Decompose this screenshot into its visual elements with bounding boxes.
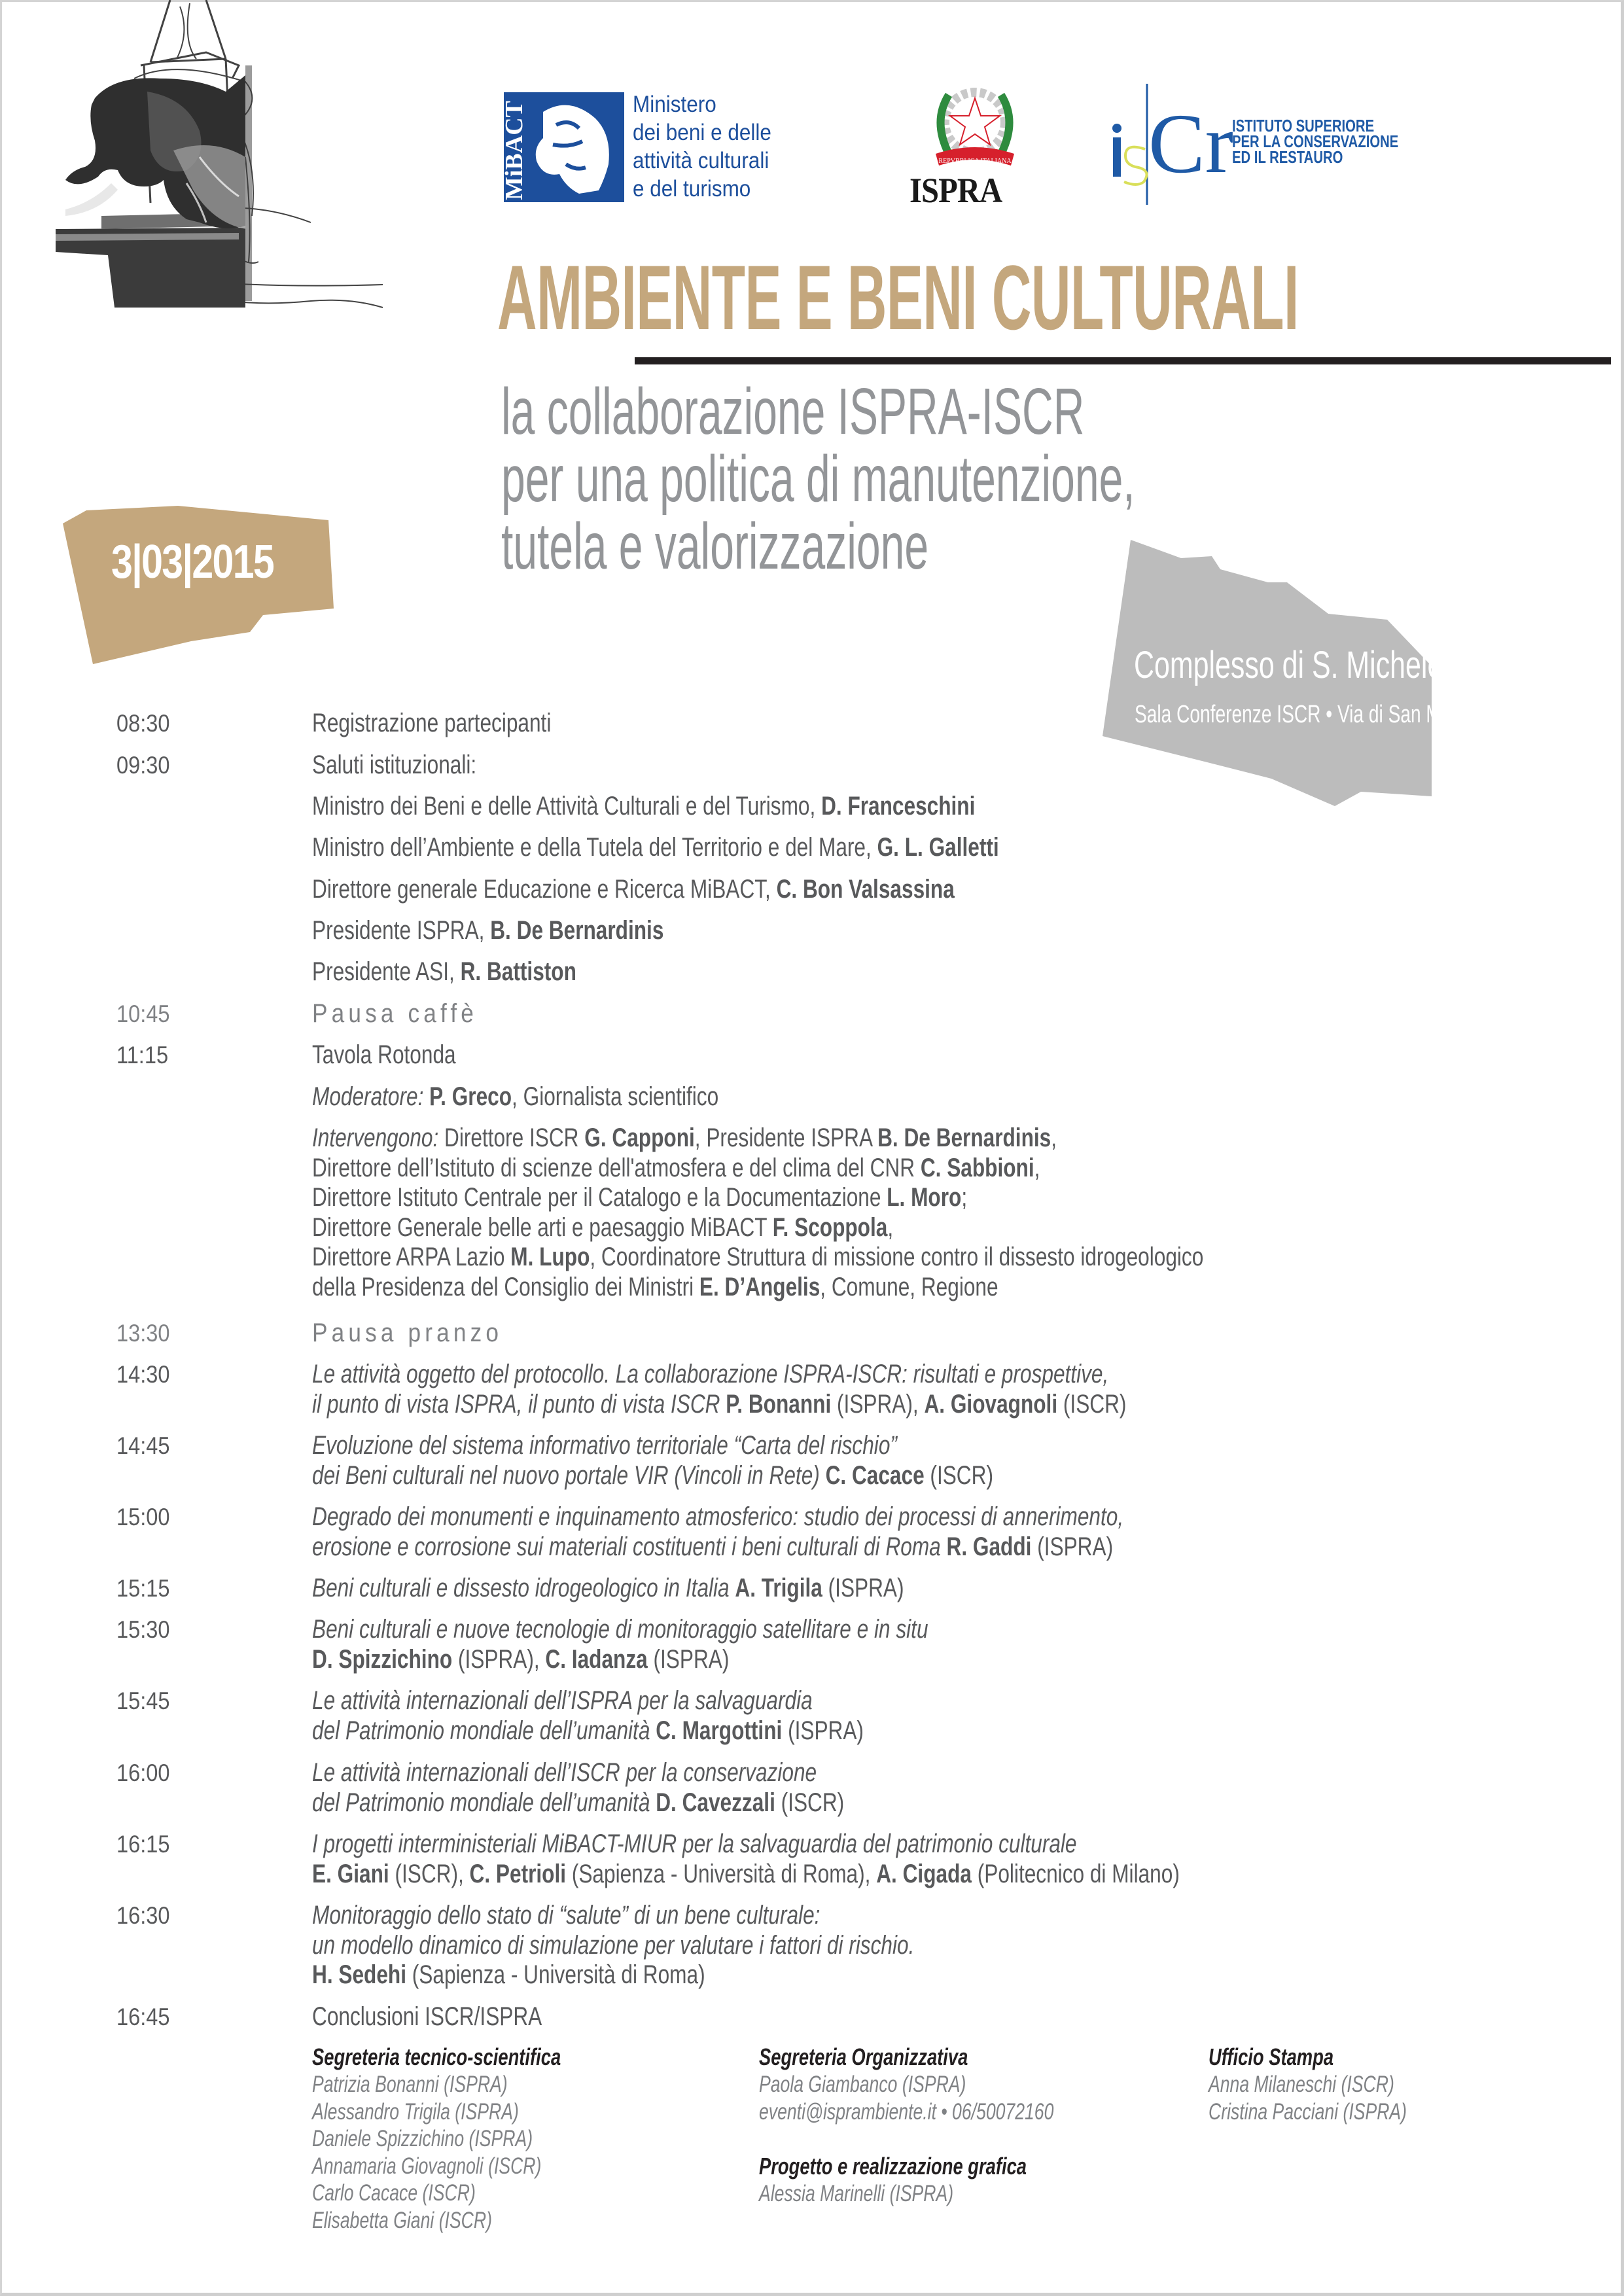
schedule-item (312, 1431, 897, 1460)
speaker-name: A. Giovagnoli (924, 1389, 1058, 1419)
speaker-name: D. Franceschini (821, 792, 976, 821)
schedule-item (312, 1716, 864, 1746)
mibact-mark: MiBACT (501, 101, 528, 200)
mibact-line: dei beni e delle (633, 120, 771, 145)
iscr-line: ED IL RESTAURO (1232, 147, 1343, 167)
schedule-break (312, 999, 478, 1029)
schedule-text: I progetti interministeriali MiBACT-MIUR per la salvaguardia del patrimonio culturale (312, 1829, 1077, 1858)
ispra-logo-text: ISPRA (909, 171, 1002, 210)
schedule-time: 16:45 (116, 2004, 170, 2030)
schedule-item (312, 1686, 813, 1716)
mibact-logo-icon (501, 92, 624, 202)
speaker-name: L. Moro (887, 1183, 962, 1212)
schedule-text: Le attività oggetto del protocollo. La collaborazione ISPRA-ISCR: risultati e prospettive, (312, 1360, 1109, 1388)
schedule-text: (ISCR) (924, 1460, 993, 1490)
credit-heading: Segreteria Organizzativa (759, 2043, 968, 2070)
schedule-text: Presidente ISPRA, (312, 916, 491, 945)
schedule-item (312, 2002, 542, 2032)
schedule-text: Beni culturali e nuove tecnologie di monitoraggio satellitare e in situ (312, 1615, 928, 1644)
schedule-item (312, 1390, 1126, 1419)
speaker-name: C. Iadanza (545, 1644, 648, 1674)
schedule-text: del Patrimonio mondiale dell’umanità (312, 1716, 656, 1745)
schedule-item (312, 1243, 1203, 1272)
schedule-text: Monitoraggio dello stato di “salute” di un bene culturale: (312, 1901, 821, 1930)
schedule-text: (ISPRA) (647, 1644, 730, 1674)
speaker-name: D. Spizzichino (312, 1644, 453, 1674)
schedule-text: Direttore Istituto Centrale per il Catalogo e la Documentazione (312, 1183, 887, 1212)
schedule-item (312, 1213, 893, 1243)
schedule-item (312, 1040, 456, 1070)
speaker-name: G. L. Galletti (877, 833, 999, 862)
contact-info[interactable]: eventi@isprambiente.it • 06/50072160 (759, 2098, 1054, 2125)
mibact-line: Ministero (633, 92, 716, 117)
schedule-time: 16:00 (116, 1759, 170, 1786)
schedule-text: Conclusioni ISCR/ISPRA (312, 2002, 542, 2031)
schedule-time: 15:30 (116, 1616, 170, 1643)
schedule-text: Saluti istituzionali: (312, 751, 477, 779)
schedule-time: 14:30 (116, 1361, 170, 1388)
schedule-item (312, 1082, 718, 1112)
schedule-text: il punto di vista ISPRA, il punto di vista ISCR (312, 1389, 726, 1419)
schedule-time: 14:45 (116, 1432, 170, 1459)
schedule-item (312, 1574, 904, 1603)
credit-person: Paola Giambanco (ISPRA) (759, 2072, 966, 2097)
schedule-time: 10:45 (116, 1000, 170, 1027)
schedule-text: Moderatore: (312, 1082, 430, 1111)
schedule-text: Pausa caffè (312, 999, 478, 1028)
schedule-text: (ISPRA), (452, 1644, 546, 1674)
schedule-text: Direttore Generale belle arti e paesaggio MiBACT (312, 1212, 773, 1242)
speaker-name: A. Cigada (876, 1859, 972, 1888)
credit-person: Elisabetta Giani (ISCR) (312, 2207, 492, 2233)
schedule-item (312, 1901, 820, 1930)
schedule-text: Tavola Rotonda (312, 1040, 456, 1069)
speaker-name: P. Bonanni (726, 1389, 832, 1419)
schedule-item (312, 833, 999, 862)
schedule-text: , Coordinatore Struttura di missione contro il dissesto idrogeologico (590, 1243, 1204, 1271)
schedule-text: Evoluzione del sistema informativo territoriale “Carta del rischio” (312, 1431, 897, 1460)
schedule-text: (ISPRA) (822, 1574, 904, 1602)
credit-heading: Ufficio Stampa (1209, 2043, 1334, 2070)
credit-person: Alessia Marinelli (ISPRA) (759, 2181, 954, 2206)
credit-group (312, 2043, 639, 2234)
iscr-logo-icon (1109, 84, 1233, 208)
speaker-name: B. De Bernardinis (490, 916, 664, 945)
schedule-time: 13:30 (116, 1320, 170, 1347)
schedule-text: Direttore ARPA Lazio (312, 1243, 511, 1271)
credit-person: Daniele Spizzichino (ISPRA) (312, 2126, 533, 2151)
speaker-name: R. Battiston (460, 957, 576, 986)
schedule-text: (ISCR) (775, 1788, 845, 1817)
schedule-time: 16:15 (116, 1831, 170, 1858)
speaker-name: C. Cacace (825, 1460, 925, 1490)
schedule-time: 08:30 (116, 710, 170, 737)
iscr-line: PER LA CONSERVAZIONE (1232, 132, 1399, 151)
speaker-name: C. Sabbioni (920, 1153, 1034, 1182)
schedule-time: 16:30 (116, 1902, 170, 1929)
speaker-name: G. Capponi (584, 1123, 695, 1152)
schedule-item (312, 1360, 1108, 1389)
schedule-text: (ISCR) (1057, 1389, 1127, 1419)
schedule-text: della Presidenza del Consiglio dei Ministri (312, 1272, 699, 1301)
speaker-name: E. Giani (312, 1859, 389, 1888)
credit-person: Annamaria Giovagnoli (ISCR) (312, 2153, 542, 2179)
schedule-time: 15:45 (116, 1687, 170, 1714)
event-date: 3|03|2015 (111, 536, 274, 588)
speaker-name: E. D’Angelis (699, 1272, 821, 1301)
schedule-text: Direttore generale Educazione e Ricerca MiBACT, (312, 875, 777, 904)
iscr-line: ISTITUTO SUPERIORE (1232, 116, 1375, 135)
iscr-name (1232, 118, 1398, 165)
schedule-text: , (1034, 1153, 1040, 1182)
schedule-text: (Politecnico di Milano) (971, 1859, 1180, 1888)
mibact-line: attività culturali (633, 148, 769, 173)
schedule-item (312, 1860, 1180, 1889)
schedule-break (312, 1318, 503, 1348)
schedule-item (312, 1123, 1057, 1153)
mibact-line: e del turismo (633, 176, 751, 202)
schedule-text: dei Beni culturali nel nuovo portale VIR (Vincoli in Rete) (312, 1460, 826, 1490)
subtitle-line: per una politica di manutenzione, (501, 442, 1135, 516)
schedule-item (312, 916, 663, 945)
credit-person: Patrizia Bonanni (ISPRA) (312, 2072, 508, 2097)
speaker-name: F. Scoppola (772, 1212, 888, 1242)
schedule-text: , Comune, Regione (820, 1272, 998, 1301)
speaker-name: C. Margottini (656, 1716, 783, 1745)
schedule-text: Degrado dei monumenti e inquinamento atmosferico: studio dei processi di annerimento, (312, 1502, 1124, 1531)
venue-name: Complesso di S. Michele a Ripa (1134, 644, 1532, 686)
speaker-name: P. Greco (429, 1082, 512, 1111)
subtitle-line: tutela e valorizzazione (501, 510, 929, 583)
schedule-text: Ministro dell’Ambiente e della Tutela del Territorio e del Mare, (312, 833, 877, 862)
speaker-name: A. Trigila (735, 1574, 822, 1602)
credit-heading: Progetto e realizzazione grafica (759, 2153, 1027, 2180)
subtitle-line: la collaborazione ISPRA-ISCR (501, 375, 1085, 448)
schedule-text: Presidente ASI, (312, 957, 461, 986)
credit-group (1209, 2043, 1470, 2125)
schedule-text: Direttore ISCR (444, 1123, 585, 1152)
credit-person: Cristina Pacciani (ISPRA) (1209, 2098, 1407, 2125)
schedule-text: (ISPRA) (1031, 1532, 1114, 1561)
speaker-name: M. Lupo (510, 1243, 590, 1271)
schedule-item (312, 751, 476, 780)
schedule-item (312, 1931, 914, 1960)
schedule-time: 15:00 (116, 1504, 170, 1530)
schedule-item (312, 1461, 993, 1491)
schedule-item (312, 1960, 705, 1990)
schedule-text: (ISCR), (389, 1859, 470, 1888)
emblem-ribbon-text: REPVBBLICA ITALIANA (938, 158, 1012, 165)
credit-group (759, 2153, 1111, 2208)
credit-person: Alessandro Trigila (ISPRA) (312, 2098, 519, 2125)
schedule-text: , (887, 1212, 894, 1242)
schedule-text: (ISPRA), (831, 1389, 925, 1419)
event-subtitle (501, 375, 1135, 583)
mibact-name (633, 90, 771, 203)
schedule-time: 09:30 (116, 752, 170, 779)
schedule-item (312, 1154, 1040, 1183)
schedule-text: , (1051, 1123, 1057, 1152)
schedule-text: (ISPRA) (782, 1716, 864, 1745)
schedule-item (312, 1615, 928, 1644)
schedule-text: Pausa pranzo (312, 1318, 503, 1347)
speaker-name: C. Petrioli (469, 1859, 567, 1888)
venue-address: Sala Conferenze ISCR • Via di San Michele, 25 (1135, 701, 1521, 728)
schedule-item (312, 709, 551, 738)
schedule-time: 15:15 (116, 1575, 170, 1602)
credit-group (759, 2043, 1147, 2125)
schedule-text: del Patrimonio mondiale dell’umanità (312, 1788, 656, 1817)
schedule-text: un modello dinamico di simulazione per valutare i fattori di rischio. (312, 1930, 915, 1960)
schedule-item (312, 957, 576, 987)
credit-person: Carlo Cacace (ISCR) (312, 2180, 476, 2206)
schedule-text: Beni culturali e dissesto idrogeologico in Italia (312, 1574, 735, 1602)
schedule-item (312, 1758, 817, 1788)
schedule-item (312, 1273, 998, 1302)
iscr-mark-letters: Cr (1148, 97, 1233, 191)
schedule-text: Registrazione partecipanti (312, 709, 552, 737)
schedule-text: ; (961, 1183, 968, 1212)
credit-person: Anna Milaneschi (ISCR) (1209, 2072, 1394, 2097)
schedule-item (312, 1788, 844, 1818)
schedule-text: , Giornalista scientifico (512, 1082, 719, 1111)
credit-heading: Segreteria tecnico-scientifica (312, 2043, 561, 2070)
schedule-item (312, 1183, 967, 1212)
speaker-name: H. Sedehi (312, 1960, 406, 1989)
schedule-item (312, 792, 975, 821)
schedule-item (312, 1532, 1113, 1562)
title-divider (635, 357, 1611, 364)
schedule-text: Le attività internazionali dell’ISPRA per la salvaguardia (312, 1686, 813, 1715)
speaker-name: D. Cavezzali (656, 1788, 775, 1817)
schedule-item (312, 1829, 1077, 1859)
schedule-text: erosione e corrosione sui materiali costituenti i beni culturali di Roma (312, 1532, 947, 1561)
schedule-text: Ministro dei Beni e delle Attività Culturali e del Turismo, (312, 792, 822, 821)
speaker-name: C. Bon Valsassina (776, 875, 955, 904)
schedule-item (312, 1502, 1123, 1532)
schedule-text: (Sapienza - Università di Roma) (406, 1960, 705, 1989)
schedule-text: (Sapienza - Università di Roma), (566, 1859, 877, 1888)
schedule-text: , Presidente ISPRA (694, 1123, 878, 1152)
schedule-text: Intervengono: (312, 1123, 445, 1152)
schedule-text: Le attività internazionali dell’ISCR per la conservazione (312, 1758, 817, 1787)
schedule-time: 11:15 (116, 1042, 169, 1069)
schedule-item (312, 1645, 729, 1674)
schedule-text: Direttore dell’Istituto di scienze dell'atmosfera e del clima del CNR (312, 1153, 921, 1182)
speaker-name: B. De Bernardinis (877, 1123, 1051, 1152)
schedule-item (312, 875, 955, 904)
speaker-name: R. Gaddi (946, 1532, 1032, 1561)
italian-republic-emblem-icon (923, 82, 1027, 173)
event-title: AMBIENTE E BENI CULTURALI (497, 246, 1299, 349)
